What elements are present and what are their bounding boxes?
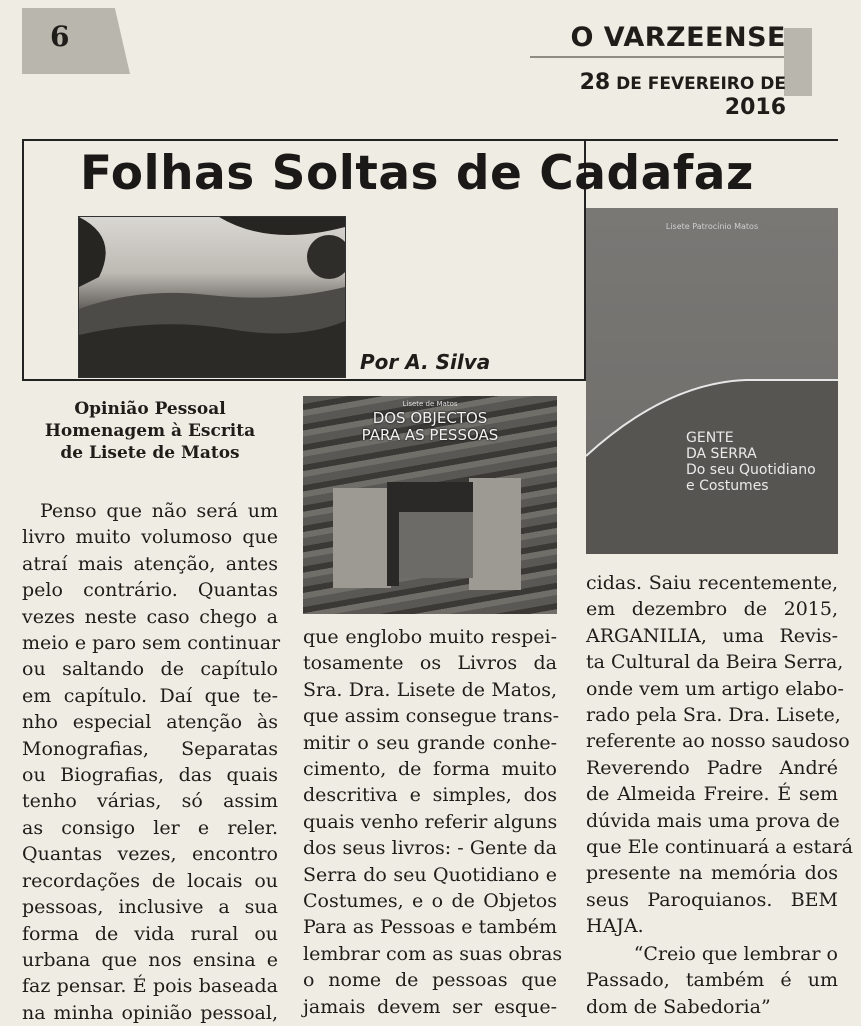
column3-line: dúvida mais uma prova de (586, 809, 840, 832)
closing-quote (586, 941, 838, 1020)
column2-line: cimento, de forma muito (303, 758, 557, 781)
column3-line: referente ao nosso saudoso (586, 730, 850, 753)
newspaper-name: O VARZEENSE (570, 22, 786, 53)
column1-line: tenho várias, só assim (22, 790, 278, 813)
column2-line: que englobo muito respei- (303, 626, 557, 648)
column2-line: dos seus livros: - Gente da (303, 837, 557, 860)
column3-line: cidas. Saiu recentemente, (586, 572, 838, 594)
column2-line: tosamente os Livros da (303, 652, 557, 675)
column2-line: mitir o seu grande conhe- (303, 731, 557, 754)
article-column-3 (586, 570, 853, 940)
landscape-photo (78, 216, 346, 378)
book1-title-line2: PARA AS PESSOAS (361, 426, 499, 444)
landscape-illustration (79, 217, 345, 377)
column1-line: ou Biografias, das quais (22, 764, 278, 787)
column3-line: ta Cultural da Beira Serra, (586, 651, 844, 674)
book2-author: Lisete Patrocínio Matos (665, 222, 759, 231)
column2-line: jamais devem ser esque- (303, 995, 557, 1018)
subheading-line1: Opinião Pessoal (74, 399, 226, 419)
quote-line: “Creio que lembrar o (633, 943, 838, 965)
book2-title-line2: DA SERRA (686, 446, 757, 462)
column2-line: Sra. Dra. Lisete de Matos, (303, 678, 557, 701)
column1-line: Monografias, Separatas (22, 737, 278, 760)
headline: Folhas Soltas de Cadafaz (80, 146, 754, 201)
column2-line: descritiva e simples, dos (303, 784, 557, 807)
column3-line: rado pela Sra. Dra. Lisete, (586, 704, 841, 727)
column3-line: que Ele continuará a estará (586, 836, 853, 859)
column1-line: Penso que não será um (40, 500, 278, 522)
masthead-bar (784, 28, 812, 96)
column1-line: vezes neste caso chego a (22, 605, 278, 628)
column2-line: que assim consegue trans- (303, 705, 560, 728)
byline: Por A. Silva (360, 350, 491, 374)
book2-title-line1: GENTE (686, 430, 734, 446)
date-year: 2016 (724, 95, 786, 120)
quote-line: Passado, também é um (586, 969, 838, 992)
date-month: DE FEVEREIRO DE (616, 74, 786, 94)
column1-line: atraí mais atenção, antes (22, 552, 278, 575)
column2-line: Serra do seu Quotidiano e (303, 863, 557, 886)
date-day: 28 (579, 70, 611, 95)
column3-line: de Almeida Freire. É sem (586, 783, 838, 806)
column2-line: Para as Pessoas e também (303, 916, 557, 939)
column1-line: recordações de locais ou (22, 869, 278, 892)
column1-line: urbana que nos ensina e (22, 948, 278, 971)
column3-line: Reverendo Padre André (586, 756, 838, 779)
column1-line: pelo contrário. Quantas (22, 579, 278, 602)
column3-line: em dezembro de 2015, (586, 598, 838, 621)
column3-line: ARGANILIA, uma Revis- (586, 624, 838, 647)
column1-line: forma de vida rural ou (22, 922, 278, 945)
book-cover-objectos (303, 396, 557, 614)
book2-title-line4: e Costumes (686, 478, 769, 494)
quote-line: dom de Sabedoria” (586, 995, 771, 1018)
column1-line: faz pensar. É pois baseada (22, 975, 278, 998)
column3-line: onde vem um artigo elabo- (586, 677, 844, 700)
column3-line: seus Paroquianos. BEM (586, 888, 838, 911)
book-cover-gente-da-serra (586, 208, 838, 554)
column3-line: presente na memória dos (586, 862, 838, 885)
stone-window-illustration (303, 456, 557, 614)
column1-line: na minha opinião pessoal, (22, 1001, 278, 1024)
book1-title (303, 410, 557, 444)
column1-line: em capítulo. Daí que te- (22, 684, 278, 707)
column1-line: ou saltando de capítulo (22, 658, 278, 681)
column1-line: Quantas vezes, encontro (22, 843, 278, 866)
article-column-1 (22, 498, 281, 1026)
column2-line: o nome de pessoas que (303, 969, 557, 992)
column1-line: pessoas, inclusive a sua (22, 896, 278, 919)
column1-line: livro muito volumoso que (22, 526, 278, 549)
column3-line: HAJA. (586, 915, 644, 938)
book2-title-line3: Do seu Quotidiano (686, 462, 816, 478)
page-number: 6 (50, 20, 70, 53)
subheading-line3: de Lisete de Matos (60, 443, 240, 463)
book1-author: Lisete de Matos (402, 400, 458, 408)
column1-line: nho especial atenção às (22, 711, 278, 734)
issue-date (520, 70, 786, 120)
column2-line: quais venho referir alguns (303, 810, 558, 833)
column2-line: lembrar com as suas obras (303, 942, 563, 965)
article-column-2 (303, 624, 563, 1020)
masthead-rule (530, 56, 784, 58)
page-tab (22, 8, 130, 74)
subheading-line2: Homenagem à Escrita (44, 421, 256, 441)
book2-title (686, 430, 816, 494)
column2-line: Costumes, e o de Objetos (303, 890, 557, 913)
cover-curve (586, 208, 838, 554)
book1-title-line1: DOS OBJECTOS (372, 409, 488, 427)
column1-line: as consigo ler e reler. (22, 816, 278, 839)
subheading (22, 398, 278, 464)
column1-line: meio e paro sem continuar (22, 632, 281, 655)
